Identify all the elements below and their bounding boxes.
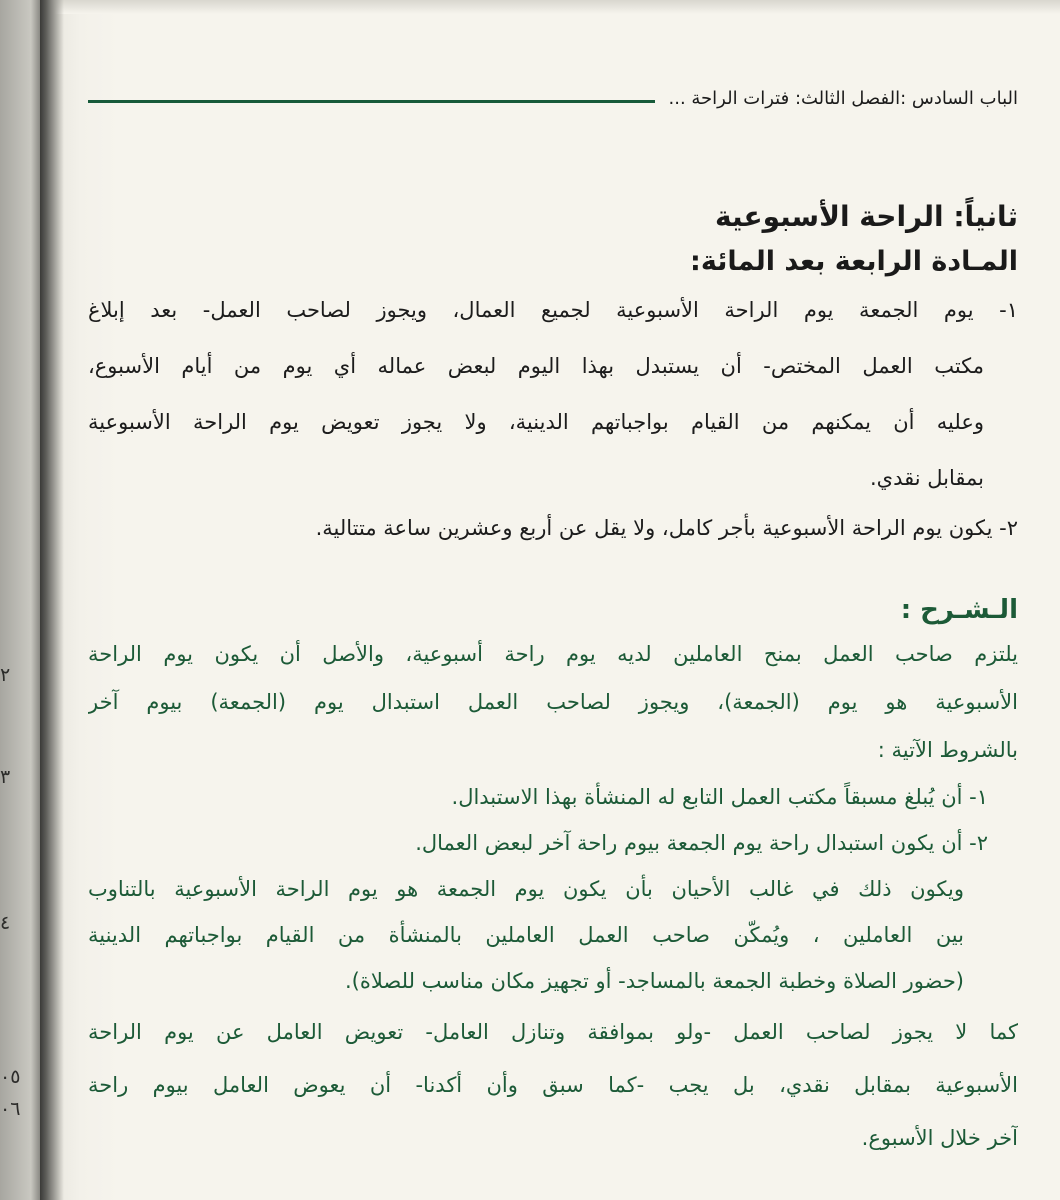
note-line: بين العاملين ، ويُمكّن صاحب العمل العاملين بالمنشأة من القيام بواجباتهم الدينية — [88, 923, 964, 947]
margin-mark: ٢ — [0, 664, 11, 686]
article-line: بمقابل نقدي. — [869, 466, 984, 490]
article-item-1 — [88, 282, 1018, 506]
margin-mark: ٤ — [0, 912, 11, 934]
explanation-line: بالشروط الآتية : — [877, 738, 1018, 762]
section-title: ثانياً: الراحة الأسبوعية — [715, 200, 1018, 233]
running-head — [88, 84, 1018, 114]
final-line: آخر خلال الأسبوع. — [861, 1126, 1018, 1150]
explanation-title: الـشـرح : — [900, 595, 1018, 625]
note-line: ويكون ذلك في غالب الأحيان بأن يكون يوم الجمعة هو يوم الراحة الأسبوعية بالتناوب — [88, 877, 964, 901]
final-line: الأسبوعية بمقابل نقدي، بل يجب -كما سبق وأن أكدنا- أن يعوض العامل بيوم راحة — [88, 1073, 1018, 1097]
article-line: ٢- يكون يوم الراحة الأسبوعية بأجر كامل، ولا يقل عن أربع وعشرين ساعة متتالية. — [315, 516, 1018, 540]
explanation-intro — [88, 630, 1018, 774]
explanation-line: يلتزم صاحب العمل بمنح العاملين لديه يوم راحة أسبوعية، والأصل أن يكون يوم الراحة — [88, 642, 1018, 666]
condition-note — [88, 866, 1018, 1004]
final-paragraph — [88, 1006, 1018, 1165]
conditions-list — [88, 774, 1018, 866]
note-line: (حضور الصلاة وخطبة الجمعة بالمساجد- أو تجهيز مكان مناسب للصلاة). — [345, 969, 964, 993]
page-content — [88, 84, 1018, 1165]
margin-mark: ٠٥ — [0, 1066, 21, 1088]
article-line: ١- يوم الجمعة يوم الراحة الأسبوعية لجميع العمال، ويجوز لصاحب العمل- بعد إبلاغ — [88, 298, 1018, 322]
explanation-line: الأسبوعية هو يوم (الجمعة)، ويجوز لصاحب العمل استبدال يوم (الجمعة) بيوم آخر — [88, 690, 1018, 714]
article-line: وعليه أن يمكنهم من القيام بواجباتهم الدينية، ولا يجوز تعويض يوم الراحة الأسبوعية — [88, 410, 984, 434]
page-top-edge — [0, 0, 1060, 14]
margin-mark: ٣ — [0, 766, 11, 788]
facing-page-edge — [0, 0, 44, 1200]
running-head-text: الباب السادس :الفصل الثالث: فترات الراحة ... — [668, 88, 1018, 109]
article-item-2 — [88, 506, 1018, 550]
book-gutter — [40, 0, 64, 1200]
article-title: المـادة الرابعة بعد المائة: — [690, 246, 1018, 277]
condition-item: ٢- أن يكون استبدال راحة يوم الجمعة بيوم راحة آخر لبعض العمال. — [415, 831, 988, 855]
margin-mark: ٠٦ — [0, 1098, 21, 1120]
final-line: كما لا يجوز لصاحب العمل -ولو بموافقة وتنازل العامل- تعويض العامل عن يوم الراحة — [88, 1020, 1018, 1044]
article-line: مكتب العمل المختص- أن يستبدل بهذا اليوم لبعض عماله أي يوم من أيام الأسبوع، — [88, 354, 984, 378]
running-head-rule — [88, 100, 655, 103]
condition-item: ١- أن يُبلغ مسبقاً مكتب العمل التابع له المنشأة بهذا الاستبدال. — [451, 785, 988, 809]
